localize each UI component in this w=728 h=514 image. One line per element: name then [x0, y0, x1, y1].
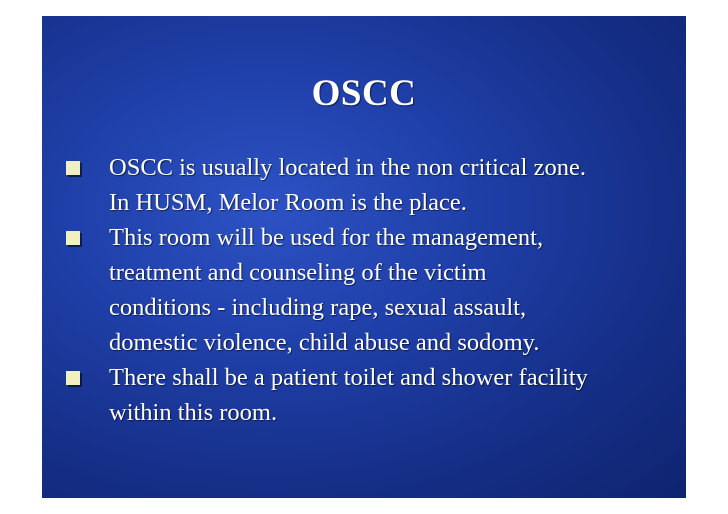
bullet-text-line: In HUSM, Melor Room is the place. — [109, 189, 467, 216]
bullet-text-line: domestic violence, child abuse and sodomy. — [109, 329, 540, 356]
bullet-item — [66, 220, 676, 360]
bullet-item — [66, 150, 676, 220]
slide-title: OSCC — [311, 73, 417, 114]
bullet-item — [66, 360, 676, 430]
bullet-text-line: This room will be used for the management, — [109, 224, 544, 251]
square-bullet-icon — [66, 231, 80, 245]
bullet-text-line: conditions - including rape, sexual assault, — [109, 294, 527, 321]
square-bullet-icon — [66, 161, 80, 175]
bullet-text-line: within this room. — [109, 399, 278, 426]
bullet-list — [66, 150, 676, 430]
bullet-text-line: There shall be a patient toilet and shower facility — [109, 364, 588, 391]
bullet-text-line: treatment and counseling of the victim — [109, 259, 487, 286]
slide — [42, 16, 686, 498]
bullet-text-line: OSCC is usually located in the non critical zone. — [109, 154, 586, 181]
square-bullet-icon — [66, 371, 80, 385]
